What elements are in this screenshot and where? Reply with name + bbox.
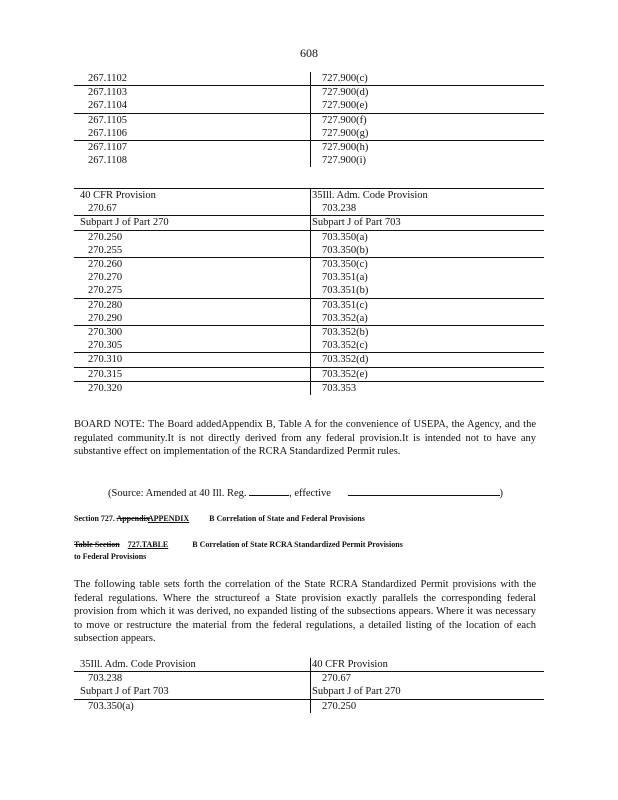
table-row	[74, 140, 544, 154]
table-row	[74, 381, 544, 395]
correlation-table-part-703	[74, 658, 544, 713]
iac-subpart: Subpart J of Part 703	[80, 686, 169, 698]
correlation-table-part-270	[74, 188, 544, 395]
cfr-cell: 267.1104	[88, 100, 127, 112]
iac-cell: 703.352(b)	[322, 327, 369, 339]
cfr-header: 40 CFR Provision	[312, 659, 388, 670]
table-row	[74, 284, 544, 297]
section-heading	[74, 514, 365, 523]
cfr-cell: 270.280	[88, 299, 123, 311]
section-prefix: Section 727.	[74, 514, 115, 523]
register-blank	[249, 485, 289, 496]
table-row	[74, 244, 544, 257]
iac-cell: 703.352(e)	[322, 368, 368, 380]
subpart-row	[74, 215, 544, 229]
cfr-cell: 270.67	[88, 203, 117, 215]
iac-cell: 703.351(b)	[322, 285, 369, 297]
iac-cell: 703.238	[322, 203, 357, 215]
table-row	[74, 72, 544, 85]
table-row	[74, 325, 544, 339]
table-row	[74, 699, 544, 713]
cfr-subpart: Subpart J of Part 270	[80, 217, 169, 229]
cfr-cell: 267.1106	[88, 127, 127, 139]
iac-cell: 703.351(a)	[322, 272, 368, 284]
table-row	[74, 271, 544, 284]
cfr-cell: 270.320	[88, 382, 123, 394]
table-row	[74, 99, 544, 112]
iac-header: 35Ill. Adm. Code Provision	[80, 659, 196, 670]
iac-cell: 703.350(b)	[322, 244, 369, 256]
source-end: )	[499, 488, 504, 499]
table-row	[74, 671, 544, 685]
cfr-cell: 270.67	[322, 673, 351, 685]
iac-cell: 727.900(h)	[322, 142, 369, 154]
iac-cell: 727.900(i)	[322, 155, 367, 167]
table-row	[74, 257, 544, 271]
cfr-cell: 270.315	[88, 368, 123, 380]
table-row	[74, 202, 544, 215]
iac-cell: 727.900(g)	[322, 127, 369, 139]
iac-cell: 727.900(d)	[322, 87, 369, 99]
page-number: 608	[300, 46, 318, 60]
iac-cell: 727.900(c)	[322, 73, 368, 84]
table-row	[74, 113, 544, 127]
iac-cell: 703.353	[322, 382, 357, 394]
table-heading	[74, 540, 403, 549]
table-row	[74, 339, 544, 352]
iac-subpart: Subpart J of Part 703	[312, 217, 401, 229]
table-row	[74, 154, 544, 167]
table-header-row	[74, 658, 544, 671]
table-row	[74, 298, 544, 312]
table-row	[74, 367, 544, 381]
correlation-table-continued	[74, 72, 544, 167]
iac-cell: 703.352(d)	[322, 354, 369, 366]
cfr-cell: 270.275	[88, 285, 123, 297]
table-heading-line2: to Federal Provisions	[74, 552, 147, 561]
iac-header: 35Ill. Adm. Code Provision	[312, 190, 428, 201]
table-heading-rest: B Correlation of State RCRA Standardized Permit Provisions	[192, 540, 403, 549]
iac-cell: 703.350(a)	[88, 700, 134, 712]
iac-cell: 703.352(c)	[322, 340, 368, 352]
source-note	[108, 485, 503, 499]
section-rest: B Correlation of State and Federal Provisions	[209, 514, 365, 523]
table-row	[74, 85, 544, 99]
table-header-row	[74, 189, 544, 202]
cfr-cell: 270.270	[88, 272, 123, 284]
cfr-cell: 270.260	[88, 259, 123, 271]
cfr-cell: 267.1108	[88, 155, 127, 167]
iac-cell: 727.900(e)	[322, 100, 368, 112]
cfr-cell: 270.290	[88, 312, 123, 324]
inserted-text: 727.TABLE	[127, 540, 169, 549]
inserted-text: APPENDIX	[147, 514, 190, 523]
source-mid: , effective	[289, 488, 331, 499]
cfr-cell: 270.250	[88, 231, 123, 243]
cfr-cell: 270.310	[88, 354, 123, 366]
source-lead: (Source: Amended at 40 Ill. Reg.	[108, 488, 247, 499]
table-row	[74, 230, 544, 244]
cfr-cell: 270.255	[88, 244, 123, 256]
intro-paragraph: The following table sets forth the correlation of the State RCRA Standardized Permit provisions with the federal regulations. Where the structureof a State provision exactly parallels the corresponding federal provision from which it was derived, no expanded listing of the subsections appears. Where it was necessary to move or restructure the material from the federal regulations, a detailed listing of the location of each subsection appears.	[74, 579, 536, 644]
iac-cell: 703.350(c)	[322, 259, 368, 271]
table-row	[74, 127, 544, 140]
cfr-cell: 267.1107	[88, 142, 127, 154]
deleted-text: Appendix	[116, 514, 150, 523]
table-row	[74, 312, 544, 325]
effective-date-blank	[348, 485, 500, 496]
cfr-cell: 267.1102	[88, 73, 127, 84]
cfr-cell: 270.305	[88, 340, 123, 352]
iac-cell: 703.351(c)	[322, 299, 368, 311]
board-note: BOARD NOTE: The Board addedAppendix B, Table A for the convenience of USEPA, the Agency, and the regulated community.It is not directly derived from any federal provision.It is intended not to have any substantive effect on implementation of the RCRA Standardized Permit rules.	[74, 419, 536, 457]
iac-cell: 703.350(a)	[322, 231, 368, 243]
cfr-header: 40 CFR Provision	[80, 190, 156, 201]
cfr-subpart: Subpart J of Part 270	[312, 686, 401, 698]
table-row	[74, 352, 544, 366]
cfr-cell: 270.250	[322, 700, 357, 712]
cfr-cell: 270.300	[88, 327, 123, 339]
iac-cell: 703.238	[88, 673, 123, 685]
cfr-cell: 267.1105	[88, 114, 127, 126]
deleted-text: Table Section	[74, 540, 120, 549]
subpart-row	[74, 685, 544, 698]
iac-cell: 703.352(a)	[322, 312, 368, 324]
iac-cell: 727.900(f)	[322, 114, 367, 126]
cfr-cell: 267.1103	[88, 87, 127, 99]
